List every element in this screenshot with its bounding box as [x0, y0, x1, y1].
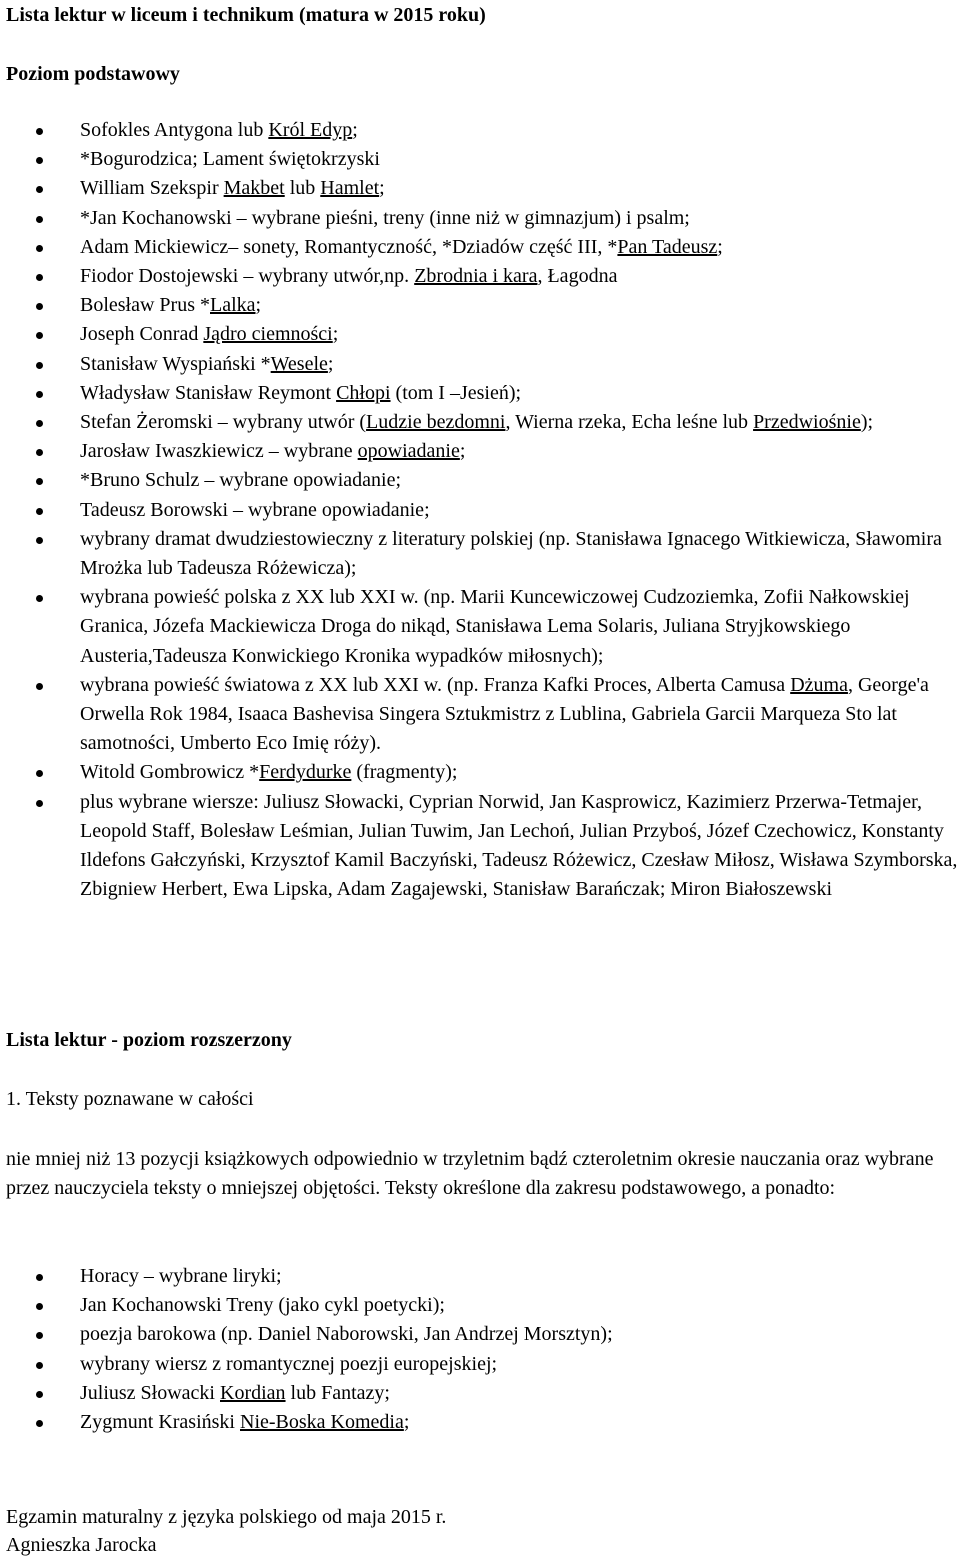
list-item-text: ;: [403, 1411, 410, 1434]
book-link[interactable]: opowiadanie: [357, 440, 460, 463]
list-item: [6, 525, 960, 583]
list-item: [6, 379, 960, 408]
footer-author: Agnieszka Jarocka: [6, 1534, 157, 1556]
book-link[interactable]: Lalka: [210, 294, 256, 317]
list-item: [6, 583, 960, 671]
list-item-text: ;: [332, 323, 339, 346]
book-link[interactable]: Dżuma: [790, 673, 848, 696]
list-item: [6, 1320, 960, 1349]
book-link[interactable]: Wesele: [270, 352, 328, 375]
book-link[interactable]: Zbrodnia i kara: [414, 265, 538, 288]
extended-reading-list: [6, 1262, 960, 1437]
list-item-text: ;: [459, 440, 466, 463]
list-item: [6, 174, 960, 203]
basic-level-heading: Poziom podstawowy: [6, 63, 180, 85]
book-link[interactable]: Pan Tadeusz: [617, 235, 718, 258]
list-item: [6, 350, 960, 379]
list-item-text: ;: [717, 235, 723, 258]
list-item-text: wybrany wiersz z romantycznej poezji europejskiej;: [80, 1352, 498, 1375]
list-item-text: ;: [255, 294, 262, 317]
list-item-text: Fiodor Dostojewski – wybrany utwór,np.: [80, 265, 415, 288]
list-item-text: Jan Kochanowski Treny (jako cykl poetycki);: [80, 1294, 445, 1317]
list-item-text: Tadeusz Borowski – wybrane opowiadanie;: [80, 498, 430, 521]
book-link[interactable]: Jądro ciemności: [203, 323, 333, 346]
footer-exam-note: Egzamin maturalny z języka polskiego od maja 2015 r.: [6, 1506, 447, 1528]
list-item-text: (tom I –Jesień);: [390, 381, 522, 404]
book-link[interactable]: Przedwiośnie: [753, 411, 861, 434]
list-item-text: Juliusz Słowacki: [80, 1381, 220, 1404]
list-item-text: Bolesław Prus *: [80, 294, 210, 317]
list-item: [6, 466, 960, 495]
list-item-text: lub Fantazy;: [285, 1381, 390, 1404]
document-title: Lista lektur w liceum i technikum (matura w 2015 roku): [6, 4, 486, 26]
list-item: [6, 204, 960, 233]
section1-heading: 1. Teksty poznawane w całości: [6, 1088, 254, 1110]
book-link[interactable]: Makbet: [223, 177, 285, 200]
list-item: [6, 788, 960, 905]
list-item-text: ;: [327, 352, 334, 375]
book-link[interactable]: Ferdydurke: [259, 761, 352, 784]
book-link[interactable]: Król Edyp: [268, 119, 353, 141]
list-item: [6, 233, 960, 262]
list-item-text: lub: [284, 177, 321, 200]
list-item: [6, 1408, 960, 1437]
list-item: [6, 1291, 960, 1320]
list-item: [6, 1350, 960, 1379]
section1-text: nie mniej niż 13 pozycji książkowych odpowiednio w trzyletnim bądź czteroletnim okresie nauczania oraz wybrane przez nauczyciela teksty o mniejszej objętości. Teksty określone dla zakresu podstawowego, a ponadto:: [6, 1148, 934, 1199]
list-item-text: plus wybrane wiersze: Juliusz Słowacki, Cyprian Norwid, Jan Kasprowicz, Kazimierz Przerwa-Tetmajer, Leopold Staff, Bolesław Leśmian, Julian Tuwim, Jan Lechoń, Julian Przyboś, Józef Czechowicz, Konstanty Ildefons Gałczyński, Krzysztof Kamil Baczyński, Tadeusz Różewicz, Czesław Miłosz, Wisława Szymborska, Zbigniew Herbert, Ewa Lipska, Adam Zagajewski, Stanisław Barańczak; Miron Białoszewski: [80, 790, 958, 901]
list-item: [6, 1262, 960, 1291]
extended-level-heading: Lista lektur - poziom rozszerzony: [6, 1029, 292, 1051]
list-item-text: Władysław Stanisław Reymont: [80, 381, 337, 404]
list-item-text: Joseph Conrad: [80, 323, 204, 346]
list-item: [6, 116, 960, 145]
list-item-text: ;: [379, 177, 385, 200]
list-item: [6, 145, 960, 174]
list-item-text: , Łagodna: [537, 265, 618, 288]
list-item-text: wybrana powieść światowa z XX lub XXI w. (np. Franza Kafki Proces, Alberta Camusa: [80, 673, 791, 696]
list-item-text: , Wierna rzeka, Echa leśne lub: [505, 411, 754, 434]
list-item-text: *Jan Kochanowski – wybrane pieśni, treny (inne niż w gimnazjum) i psalm;: [80, 206, 690, 229]
list-item-text: poezja barokowa (np. Daniel Naborowski, Jan Andrzej Morsztyn);: [80, 1323, 613, 1346]
list-item: [6, 1379, 960, 1408]
book-link[interactable]: Hamlet: [320, 177, 380, 200]
list-item-text: Stefan Żeromski – wybrany utwór (: [80, 411, 367, 434]
list-item: [6, 671, 960, 759]
list-item-text: Adam Mickiewicz– sonety, Romantyczność, *Dziadów część III, *: [80, 235, 618, 258]
book-link[interactable]: Ludzie bezdomni: [366, 411, 506, 434]
list-item-text: Horacy – wybrane liryki;: [80, 1265, 282, 1287]
book-link[interactable]: Chłopi: [336, 381, 391, 404]
list-item: [6, 291, 960, 320]
list-item-text: );: [860, 411, 874, 434]
list-item: [6, 408, 960, 437]
book-link[interactable]: Kordian: [220, 1381, 286, 1404]
book-link[interactable]: Nie-Boska Komedia: [240, 1411, 404, 1434]
list-item: [6, 262, 960, 291]
list-item: [6, 437, 960, 466]
list-item-text: Witold Gombrowicz *: [80, 761, 260, 784]
list-item-text: ;: [352, 119, 358, 141]
basic-reading-list: [6, 116, 960, 904]
list-item: [6, 496, 960, 525]
list-item-text: wybrany dramat dwudziestowieczny z literatury polskiej (np. Stanisława Ignacego Witkiewicza, Sławomira Mrożka lub Tadeusza Różewicza);: [80, 527, 942, 580]
list-item-text: Zygmunt Krasiński: [80, 1411, 240, 1434]
list-item: [6, 758, 960, 787]
list-item-text: Sofokles Antygona lub: [80, 119, 269, 141]
list-item-text: *Bogurodzica; Lament świętokrzyski: [80, 148, 380, 171]
list-item-text: Stanisław Wyspiański *: [80, 352, 271, 375]
list-item-text: , George'a Orwella Rok 1984, Isaaca Bashevisa Singera Sztukmistrz z Lublina, Gabriela Garcii Marqueza Sto lat samotności, Umberto Eco Imię róży).: [80, 673, 929, 755]
list-item-text: *Bruno Schulz – wybrane opowiadanie;: [80, 469, 402, 492]
list-item: [6, 320, 960, 349]
list-item-text: wybrana powieść polska z XX lub XXI w. (np. Marii Kuncewiczowej Cudzoziemka, Zofii Nałkowskiej Granica, Józefa Mackiewicza Droga do nikąd, Stanisława Lema Solaris, Juliana Stryjkowskiego Austeria,Tadeusza Konwickiego Kronika wypadków miłosnych);: [80, 586, 910, 667]
list-item-text: Jarosław Iwaszkiewicz – wybrane: [80, 440, 358, 463]
list-item-text: William Szekspir: [80, 177, 224, 200]
list-item-text: (fragmenty);: [351, 761, 458, 784]
